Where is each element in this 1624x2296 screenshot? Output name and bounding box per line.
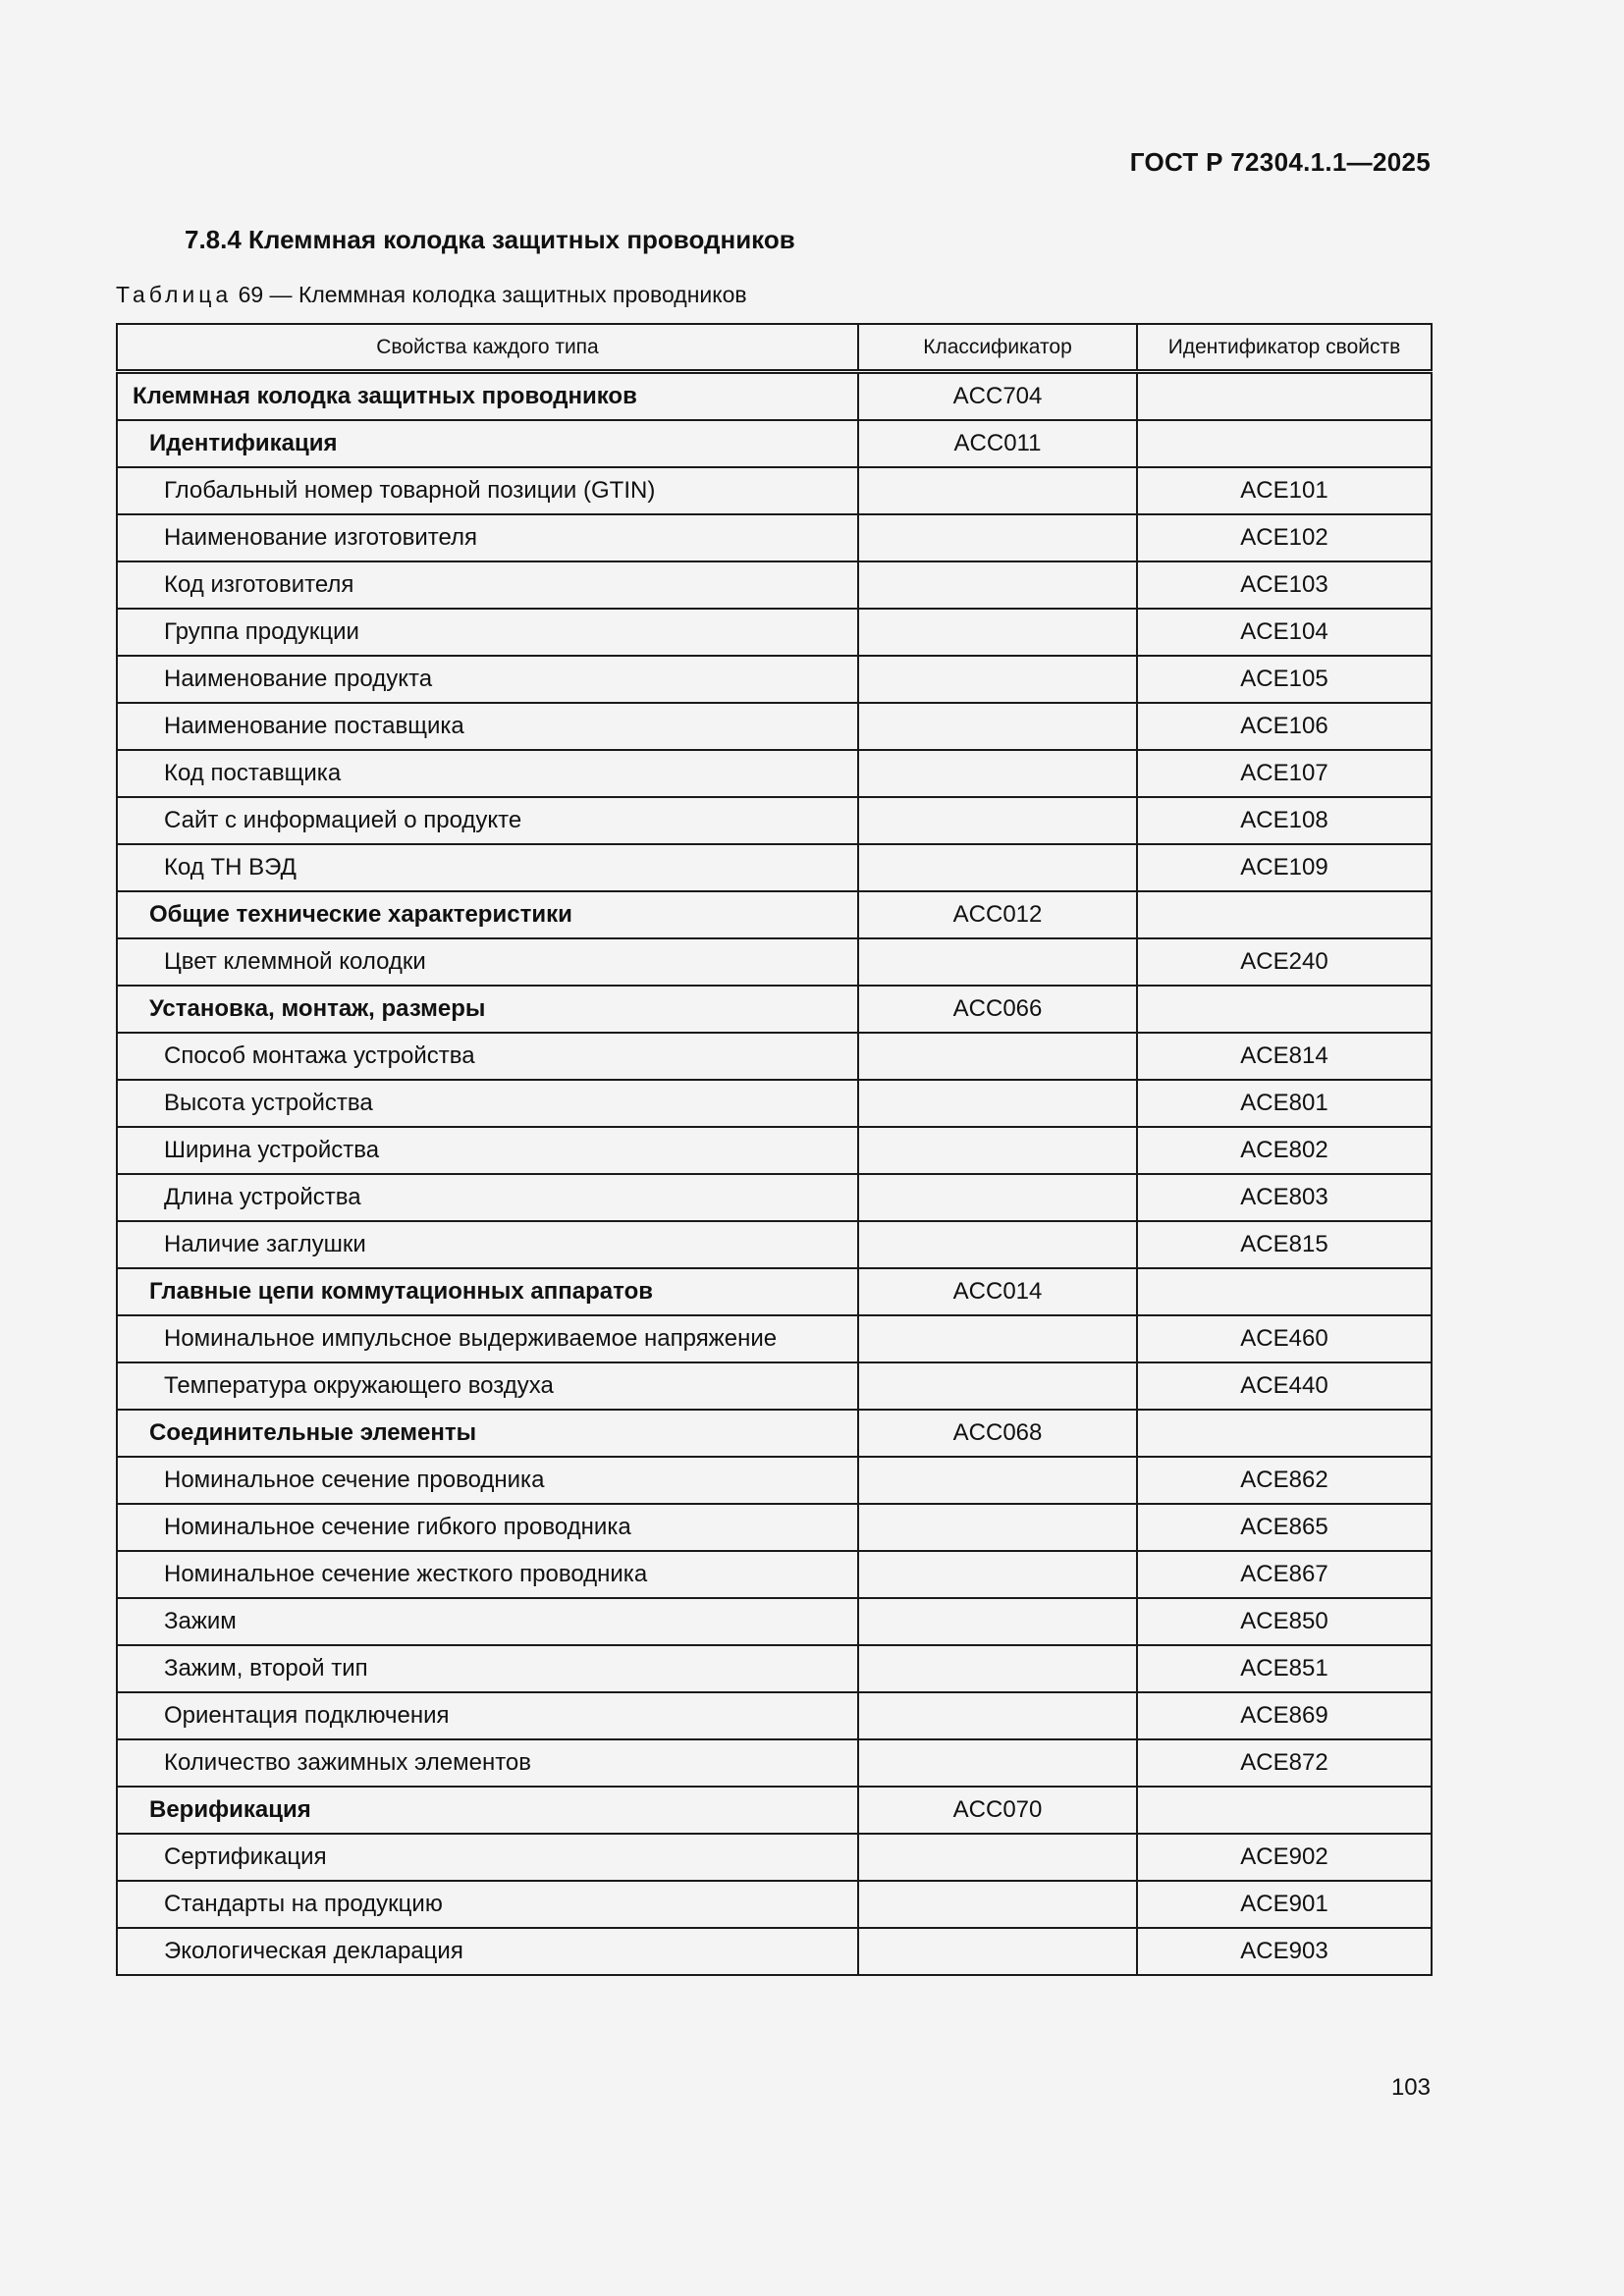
- table-row: [117, 1787, 1432, 1834]
- property-name-cell: Номинальное сечение жесткого проводника: [117, 1551, 858, 1598]
- classifier-cell: [858, 797, 1137, 844]
- property-name-cell: Общие технические характеристики: [117, 891, 858, 938]
- property-id-cell: ACE814: [1137, 1033, 1432, 1080]
- classifier-cell: [858, 1080, 1137, 1127]
- table-row: [117, 797, 1432, 844]
- property-id-cell: ACE109: [1137, 844, 1432, 891]
- property-id-cell: [1137, 891, 1432, 938]
- column-header-property-id: Идентификатор свойств: [1137, 324, 1432, 372]
- property-id-cell: [1137, 372, 1432, 421]
- property-id-cell: ACE108: [1137, 797, 1432, 844]
- table-row: [117, 1598, 1432, 1645]
- table-row: [117, 938, 1432, 986]
- property-id-cell: ACE440: [1137, 1362, 1432, 1410]
- property-id-cell: ACE104: [1137, 609, 1432, 656]
- table-header-row: [117, 324, 1432, 372]
- classifier-cell: [858, 561, 1137, 609]
- property-name-cell: Способ монтажа устройства: [117, 1033, 858, 1080]
- property-name-cell: Глобальный номер товарной позиции (GTIN): [117, 467, 858, 514]
- classifier-cell: [858, 938, 1137, 986]
- property-name-cell: Экологическая декларация: [117, 1928, 858, 1975]
- table-caption: [116, 282, 747, 308]
- classifier-cell: [858, 750, 1137, 797]
- classifier-cell: [858, 1457, 1137, 1504]
- table-row: [117, 372, 1432, 421]
- property-name-cell: Наименование поставщика: [117, 703, 858, 750]
- table-row: [117, 750, 1432, 797]
- property-name-cell: Код поставщика: [117, 750, 858, 797]
- property-name-cell: Наименование продукта: [117, 656, 858, 703]
- property-name-cell: Сайт с информацией о продукте: [117, 797, 858, 844]
- classifier-cell: ACC012: [858, 891, 1137, 938]
- table-row: [117, 703, 1432, 750]
- property-name-cell: Номинальное импульсное выдерживаемое напряжение: [117, 1315, 858, 1362]
- classifier-cell: [858, 844, 1137, 891]
- table-caption-text: 69 — Клеммная колодка защитных проводников: [238, 282, 747, 307]
- property-name-cell: Сертификация: [117, 1834, 858, 1881]
- classifier-cell: [858, 1504, 1137, 1551]
- column-header-properties: Свойства каждого типа: [117, 324, 858, 372]
- property-name-cell: Верификация: [117, 1787, 858, 1834]
- table-row: [117, 1645, 1432, 1692]
- table-row: [117, 844, 1432, 891]
- property-name-cell: Ширина устройства: [117, 1127, 858, 1174]
- property-id-cell: ACE872: [1137, 1739, 1432, 1787]
- classifier-cell: [858, 1645, 1137, 1692]
- property-id-cell: ACE901: [1137, 1881, 1432, 1928]
- table-row: [117, 1410, 1432, 1457]
- properties-table: [116, 323, 1433, 1976]
- classifier-cell: [858, 1362, 1137, 1410]
- property-name-cell: Температура окружающего воздуха: [117, 1362, 858, 1410]
- classifier-cell: [858, 1598, 1137, 1645]
- section-title: 7.8.4 Клеммная колодка защитных проводников: [185, 225, 795, 254]
- table-row: [117, 1739, 1432, 1787]
- classifier-cell: [858, 703, 1137, 750]
- property-id-cell: ACE460: [1137, 1315, 1432, 1362]
- classifier-cell: [858, 1174, 1137, 1221]
- property-id-cell: ACE107: [1137, 750, 1432, 797]
- table-row: [117, 1221, 1432, 1268]
- property-name-cell: Наличие заглушки: [117, 1221, 858, 1268]
- property-name-cell: Стандарты на продукцию: [117, 1881, 858, 1928]
- property-id-cell: ACE851: [1137, 1645, 1432, 1692]
- table-caption-label: Таблица: [116, 282, 233, 307]
- property-id-cell: ACE802: [1137, 1127, 1432, 1174]
- table-row: [117, 561, 1432, 609]
- property-id-cell: [1137, 1787, 1432, 1834]
- property-name-cell: Зажим: [117, 1598, 858, 1645]
- classifier-cell: ACC070: [858, 1787, 1137, 1834]
- property-id-cell: ACE867: [1137, 1551, 1432, 1598]
- table-row: [117, 514, 1432, 561]
- property-id-cell: [1137, 986, 1432, 1033]
- property-id-cell: ACE902: [1137, 1834, 1432, 1881]
- table-row: [117, 1315, 1432, 1362]
- table-row: [117, 1457, 1432, 1504]
- standard-code: ГОСТ Р 72304.1.1—2025: [1129, 147, 1431, 177]
- property-name-cell: Цвет клеммной колодки: [117, 938, 858, 986]
- property-id-cell: ACE803: [1137, 1174, 1432, 1221]
- classifier-cell: [858, 467, 1137, 514]
- property-name-cell: Соединительные элементы: [117, 1410, 858, 1457]
- property-id-cell: ACE865: [1137, 1504, 1432, 1551]
- table-row: [117, 467, 1432, 514]
- property-id-cell: ACE102: [1137, 514, 1432, 561]
- table-row: [117, 1174, 1432, 1221]
- property-name-cell: Ориентация подключения: [117, 1692, 858, 1739]
- classifier-cell: [858, 1033, 1137, 1080]
- classifier-cell: [858, 1881, 1137, 1928]
- table-row: [117, 420, 1432, 467]
- property-name-cell: Код изготовителя: [117, 561, 858, 609]
- property-id-cell: [1137, 420, 1432, 467]
- classifier-cell: ACC066: [858, 986, 1137, 1033]
- table-row: [117, 1127, 1432, 1174]
- property-name-cell: Номинальное сечение проводника: [117, 1457, 858, 1504]
- classifier-cell: [858, 514, 1137, 561]
- table-row: [117, 1268, 1432, 1315]
- table-row: [117, 1504, 1432, 1551]
- classifier-cell: [858, 1221, 1137, 1268]
- classifier-cell: ACC011: [858, 420, 1137, 467]
- classifier-cell: [858, 1928, 1137, 1975]
- table-row: [117, 609, 1432, 656]
- property-name-cell: Наименование изготовителя: [117, 514, 858, 561]
- classifier-cell: [858, 1739, 1137, 1787]
- property-id-cell: ACE103: [1137, 561, 1432, 609]
- property-id-cell: ACE101: [1137, 467, 1432, 514]
- property-name-cell: Длина устройства: [117, 1174, 858, 1221]
- property-id-cell: ACE801: [1137, 1080, 1432, 1127]
- table-row: [117, 1080, 1432, 1127]
- property-name-cell: Количество зажимных элементов: [117, 1739, 858, 1787]
- table-row: [117, 1692, 1432, 1739]
- property-name-cell: Главные цепи коммутационных аппаратов: [117, 1268, 858, 1315]
- property-id-cell: [1137, 1268, 1432, 1315]
- table-row: [117, 1881, 1432, 1928]
- classifier-cell: [858, 1127, 1137, 1174]
- property-id-cell: ACE869: [1137, 1692, 1432, 1739]
- property-id-cell: ACE105: [1137, 656, 1432, 703]
- property-id-cell: ACE850: [1137, 1598, 1432, 1645]
- classifier-cell: [858, 609, 1137, 656]
- table-row: [117, 1033, 1432, 1080]
- property-id-cell: ACE240: [1137, 938, 1432, 986]
- property-id-cell: ACE903: [1137, 1928, 1432, 1975]
- property-id-cell: [1137, 1410, 1432, 1457]
- classifier-cell: ACC704: [858, 372, 1137, 421]
- table-body: [117, 372, 1432, 1976]
- table-row: [117, 986, 1432, 1033]
- classifier-cell: [858, 1692, 1137, 1739]
- classifier-cell: ACC014: [858, 1268, 1137, 1315]
- property-name-cell: Высота устройства: [117, 1080, 858, 1127]
- classifier-cell: [858, 1834, 1137, 1881]
- property-id-cell: ACE862: [1137, 1457, 1432, 1504]
- column-header-classifier: Классификатор: [858, 324, 1137, 372]
- table-row: [117, 1362, 1432, 1410]
- property-name-cell: Установка, монтаж, размеры: [117, 986, 858, 1033]
- table-row: [117, 1928, 1432, 1975]
- classifier-cell: [858, 1551, 1137, 1598]
- table-row: [117, 656, 1432, 703]
- classifier-cell: [858, 1315, 1137, 1362]
- property-name-cell: Номинальное сечение гибкого проводника: [117, 1504, 858, 1551]
- property-id-cell: ACE106: [1137, 703, 1432, 750]
- property-name-cell: Идентификация: [117, 420, 858, 467]
- property-name-cell: Группа продукции: [117, 609, 858, 656]
- page-number: 103: [1390, 2074, 1431, 2101]
- property-name-cell: Код ТН ВЭД: [117, 844, 858, 891]
- property-name-cell: Зажим, второй тип: [117, 1645, 858, 1692]
- table-row: [117, 1834, 1432, 1881]
- property-id-cell: ACE815: [1137, 1221, 1432, 1268]
- classifier-cell: [858, 656, 1137, 703]
- property-name-cell: Клеммная колодка защитных проводников: [117, 372, 858, 421]
- table-row: [117, 1551, 1432, 1598]
- classifier-cell: ACC068: [858, 1410, 1137, 1457]
- table-row: [117, 891, 1432, 938]
